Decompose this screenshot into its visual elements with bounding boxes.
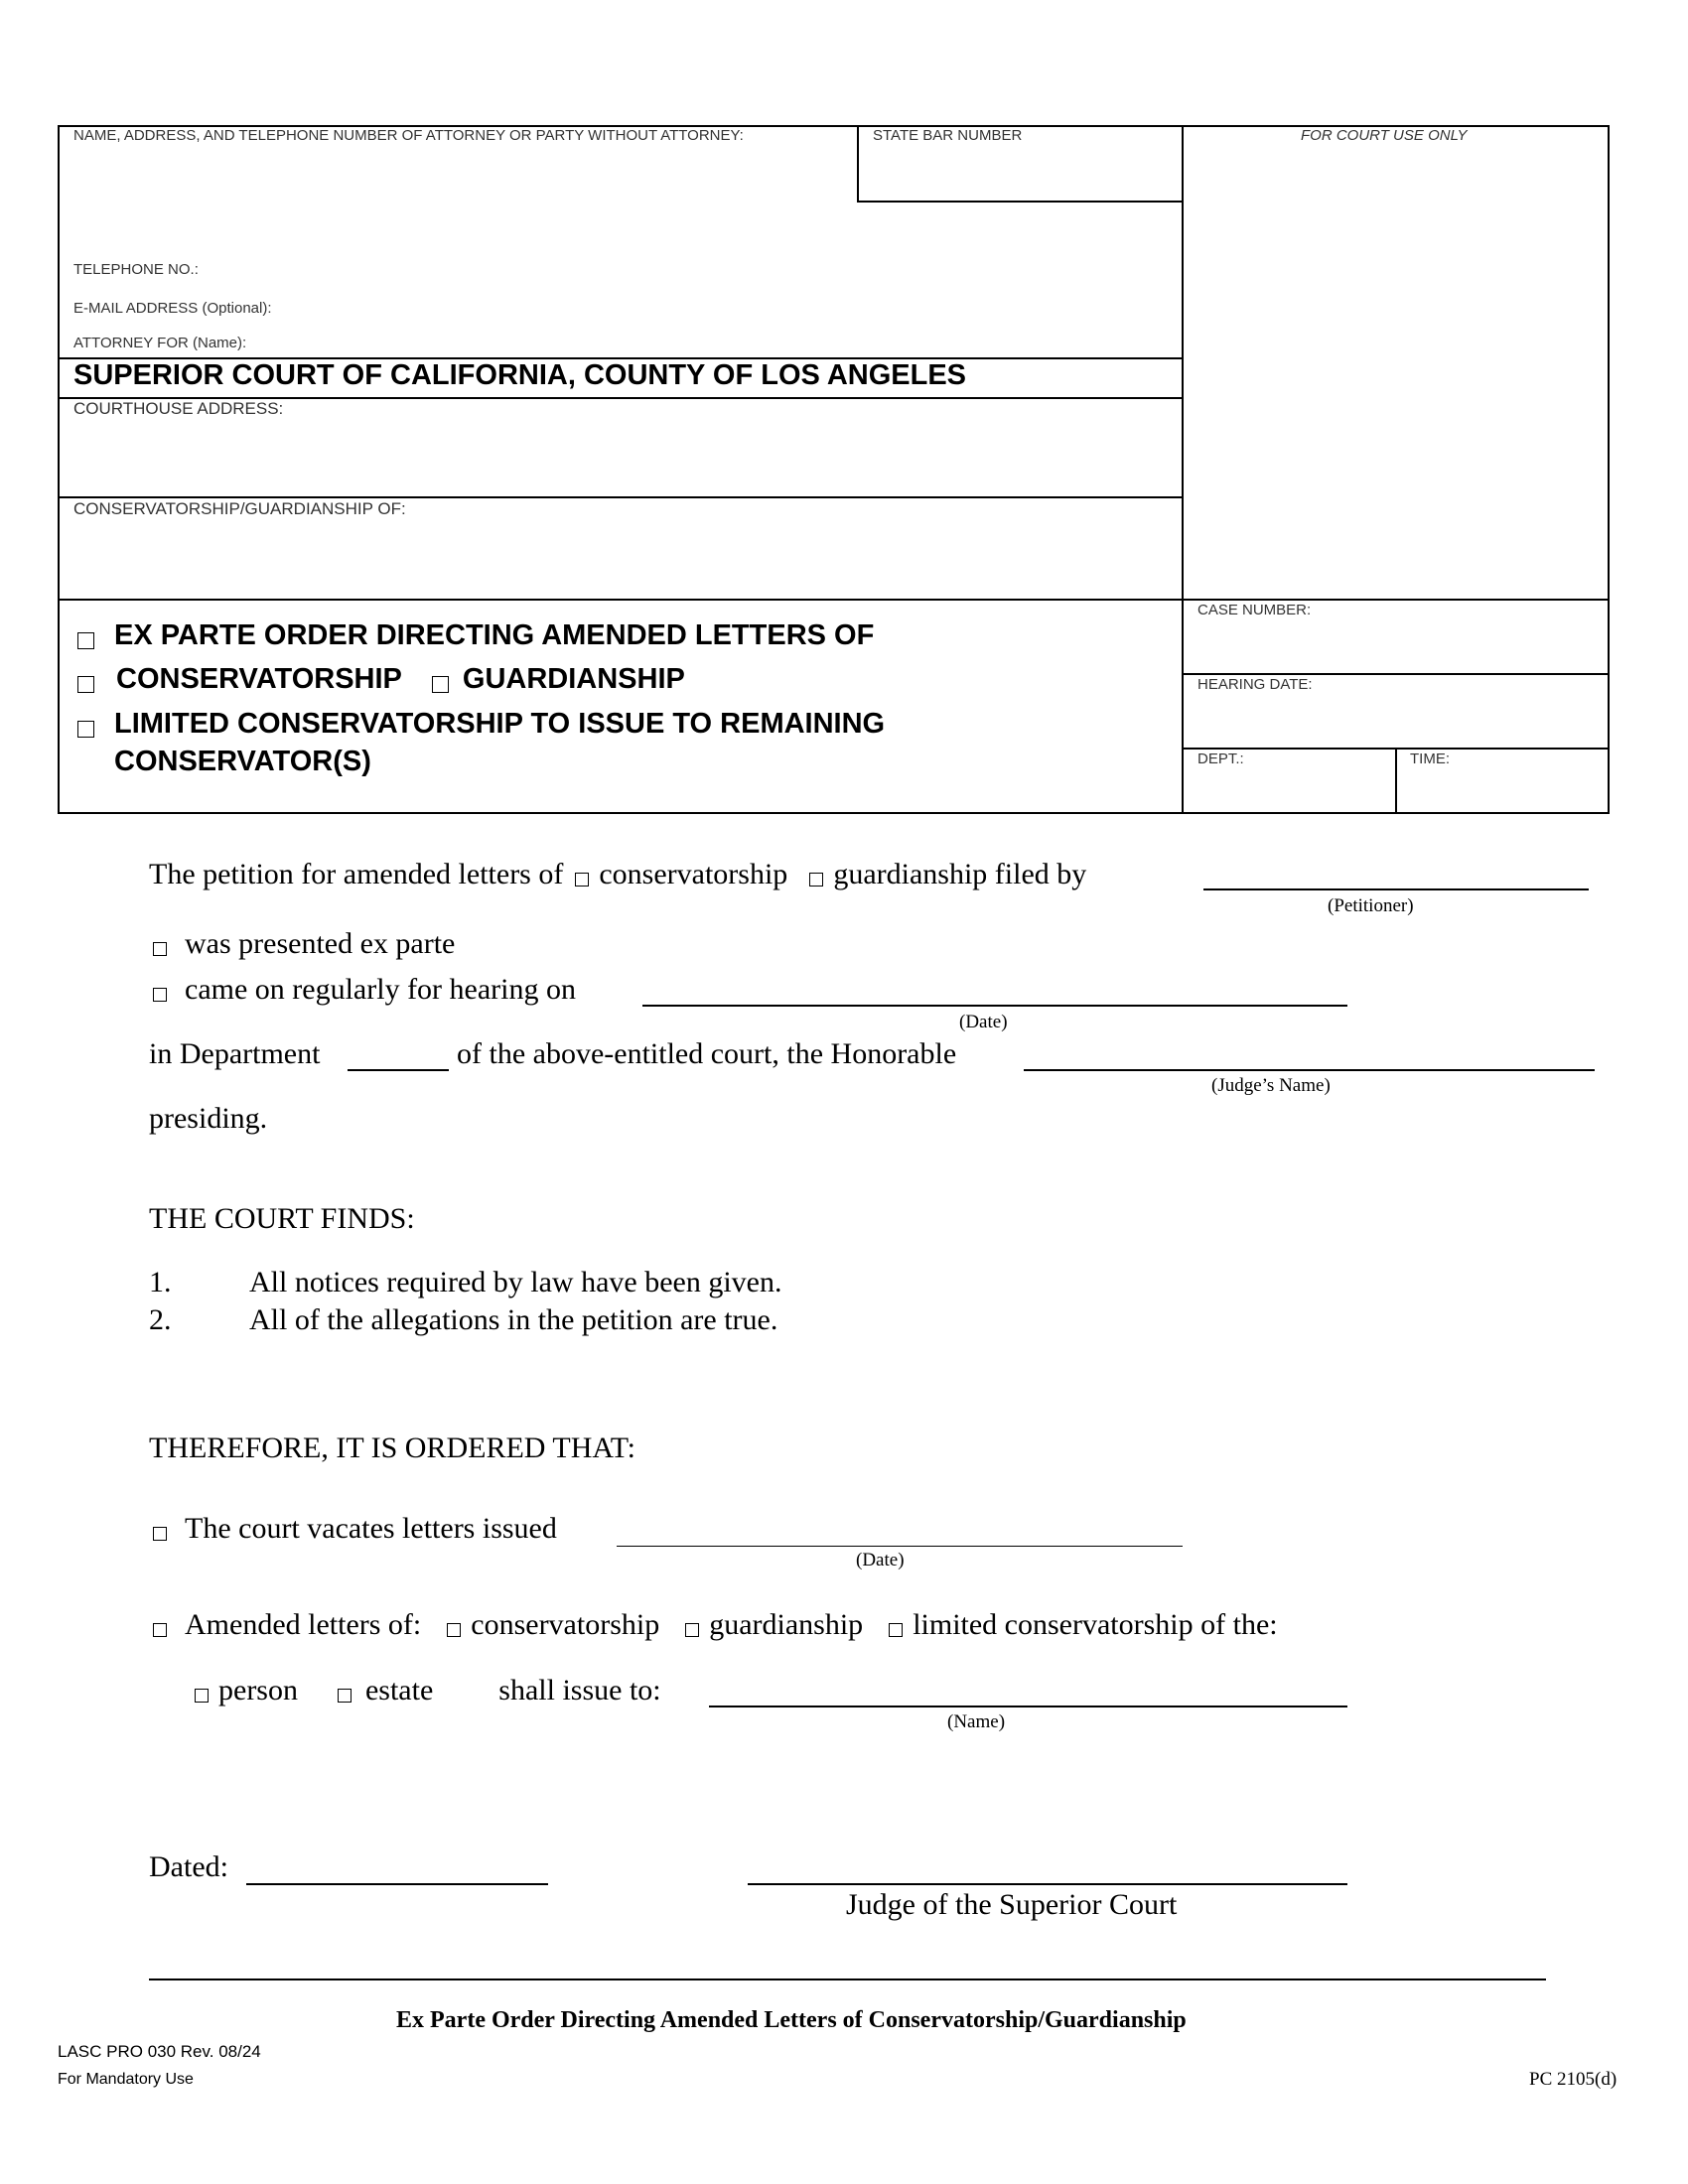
vacates-date-field[interactable] xyxy=(617,1546,1183,1547)
hearing-date-field[interactable] xyxy=(642,1005,1347,1007)
amended-conservatorship-checkbox[interactable] xyxy=(447,1623,461,1637)
title-line-3-text: LIMITED CONSERVATORSHIP TO ISSUE TO REMAINING xyxy=(114,708,886,740)
hearing-date-label: HEARING DATE: xyxy=(1197,676,1313,693)
judge-signature-caption: Judge of the Superior Court xyxy=(846,1888,1178,1921)
title-guardianship-checkbox[interactable] xyxy=(432,676,449,693)
attorney-for-label: ATTORNEY FOR (Name): xyxy=(73,335,247,351)
petition-conservatorship-text: conservatorship xyxy=(599,858,788,890)
in-department-text: in Department xyxy=(149,1037,321,1070)
title-limited-checkbox[interactable] xyxy=(77,721,94,738)
footer-title: Ex Parte Order Directing Amended Letters of Conservatorship/Guardianship xyxy=(396,2007,1187,2033)
petitioner-field[interactable] xyxy=(1203,888,1589,890)
case-number-label: CASE NUMBER: xyxy=(1197,602,1312,618)
footer-form-id: LASC PRO 030 Rev. 08/24 xyxy=(58,2042,261,2061)
judge-name-caption: (Judge’s Name) xyxy=(1211,1075,1331,1096)
amended-limited-text: limited conservatorship of the: xyxy=(913,1608,1278,1641)
amended-guardianship-checkbox[interactable] xyxy=(685,1623,699,1637)
court-name: SUPERIOR COURT OF CALIFORNIA, COUNTY OF LOS ANGELES xyxy=(73,359,967,391)
amended-letters-checkbox[interactable] xyxy=(153,1623,167,1637)
footer-divider xyxy=(149,1979,1546,1980)
title-line-3 xyxy=(77,708,885,741)
department-field[interactable] xyxy=(348,1069,449,1071)
petition-guardianship-text: guardianship filed by xyxy=(833,858,1087,890)
dated-label: Dated: xyxy=(149,1850,228,1883)
came-on-regularly-checkbox[interactable] xyxy=(153,988,167,1002)
email-label: E-MAIL ADDRESS (Optional): xyxy=(73,300,272,317)
title-conservatorship-text: CONSERVATORSHIP xyxy=(116,663,402,695)
title-guardianship-text: GUARDIANSHIP xyxy=(462,663,685,695)
above-entitled-text: of the above-entitled court, the Honorable xyxy=(457,1037,957,1070)
amended-conservatorship-text: conservatorship xyxy=(471,1608,660,1641)
issue-to-name-field[interactable] xyxy=(709,1706,1347,1707)
court-use-label: FOR COURT USE ONLY xyxy=(1301,127,1468,144)
attorney-label: NAME, ADDRESS, AND TELEPHONE NUMBER OF ATTORNEY OR PARTY WITHOUT ATTORNEY: xyxy=(73,127,744,144)
amended-limited-checkbox[interactable] xyxy=(889,1623,903,1637)
presented-ex-parte-row xyxy=(153,927,455,961)
amended-letters-text: Amended letters of: xyxy=(185,1608,422,1641)
amended-guardianship-text: guardianship xyxy=(709,1608,864,1641)
petition-conservatorship-checkbox[interactable] xyxy=(575,873,589,887)
ordered-heading: THEREFORE, IT IS ORDERED THAT: xyxy=(149,1432,635,1464)
petition-prefix: The petition for amended letters of xyxy=(149,858,564,890)
courthouse-address-label: COURTHOUSE ADDRESS: xyxy=(73,399,284,418)
estate-checkbox[interactable] xyxy=(338,1689,352,1703)
state-bar-label: STATE BAR NUMBER xyxy=(873,127,1023,144)
issue-to-name-caption: (Name) xyxy=(947,1711,1006,1732)
title-ex-parte-checkbox[interactable] xyxy=(77,632,94,649)
conservatorship-of-label: CONSERVATORSHIP/GUARDIANSHIP OF: xyxy=(73,499,406,518)
title-line-1-text: EX PARTE ORDER DIRECTING AMENDED LETTERS OF xyxy=(114,619,875,651)
dept-label: DEPT.: xyxy=(1197,751,1244,767)
shall-issue-text: shall issue to: xyxy=(498,1674,661,1706)
title-line-4: CONSERVATOR(S) xyxy=(114,746,371,777)
title-line-2 xyxy=(77,663,685,696)
petitioner-caption: (Petitioner) xyxy=(1328,895,1414,916)
finding-1-text: All notices required by law have been given. xyxy=(249,1266,782,1298)
judge-signature-field[interactable] xyxy=(748,1883,1347,1885)
vacates-row xyxy=(153,1512,557,1546)
finding-2-text: All of the allegations in the petition are true. xyxy=(249,1303,778,1336)
title-conservatorship-checkbox[interactable] xyxy=(77,676,94,693)
presented-ex-parte-checkbox[interactable] xyxy=(153,942,167,956)
hearing-date-caption: (Date) xyxy=(959,1012,1008,1032)
amended-letters-row xyxy=(153,1608,1278,1642)
dated-field[interactable] xyxy=(246,1883,548,1885)
petition-line xyxy=(149,858,1086,891)
time-label: TIME: xyxy=(1410,751,1450,767)
person-estate-row xyxy=(195,1674,661,1707)
footer-code: PC 2105(d) xyxy=(1529,2069,1618,2090)
vacates-checkbox[interactable] xyxy=(153,1527,167,1541)
telephone-label: TELEPHONE NO.: xyxy=(73,261,199,278)
person-text: person xyxy=(218,1674,298,1706)
petition-guardianship-checkbox[interactable] xyxy=(809,873,823,887)
vacates-text: The court vacates letters issued xyxy=(185,1512,557,1545)
court-finds-heading: THE COURT FINDS: xyxy=(149,1202,415,1235)
judge-name-field[interactable] xyxy=(1024,1069,1595,1071)
vacates-date-caption: (Date) xyxy=(856,1550,905,1570)
footer-mandatory: For Mandatory Use xyxy=(58,2071,194,2088)
estate-text: estate xyxy=(364,1674,434,1706)
presiding-text: presiding. xyxy=(149,1102,268,1135)
finding-1-number: 1. xyxy=(149,1266,172,1298)
finding-2-number: 2. xyxy=(149,1303,172,1336)
came-on-regularly-row xyxy=(153,973,576,1007)
person-checkbox[interactable] xyxy=(195,1689,209,1703)
presented-ex-parte-text: was presented ex parte xyxy=(185,927,456,960)
came-on-regularly-text: came on regularly for hearing on xyxy=(185,973,576,1006)
title-line-1 xyxy=(77,619,874,652)
